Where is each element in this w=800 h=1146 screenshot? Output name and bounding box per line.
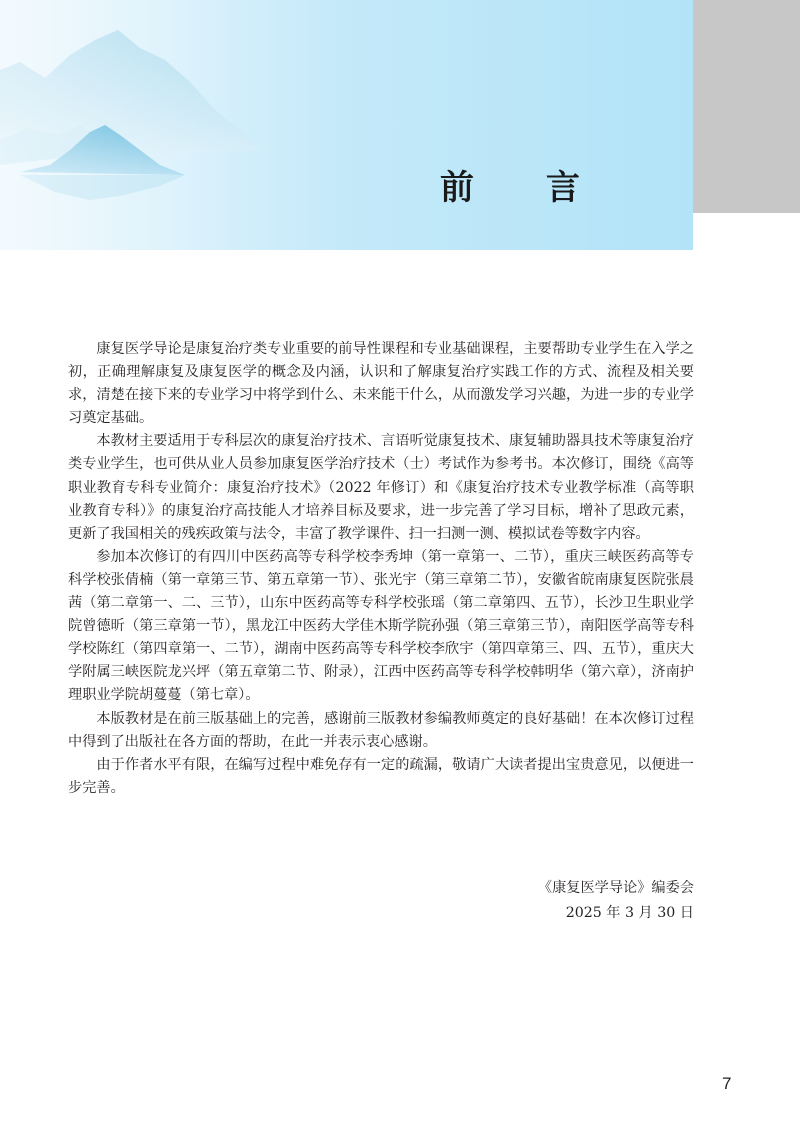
paragraph: 参加本次修订的有四川中医药高等专科学校李秀坤（第一章第一、二节），重庆三峡医药高等专科学校张倩楠（第一章第三节、第五章第一节）、张光宇（第三章第二节），安徽省皖南康复医院张晨茜（第二章第一、二、三节），山东中医药高等专科学校张瑶（第二章第四、五节），长沙卫生职业学院曾德昕（第三章第一节），黑龙江中医药大学佳木斯学院孙强（第三章第三节），南阳医学高等专科学校陈红（第四章第一、二节），湖南中医药高等专科学校李欣宇（第四章第三、四、五节），重庆大学附属三峡医院龙兴坪（第五章第二节、附录），江西中医药高等专科学校韩明华（第六章），济南护理职业学院胡蔓蔓（第七章）。 xyxy=(68,548,694,704)
header-band xyxy=(0,0,693,250)
landscape-illustration xyxy=(0,0,693,250)
paragraph: 本版教材是在前三版基础上的完善，感谢前三版教材参编教师奠定的良好基础！在本次修订过程中得到了出版社在各方面的帮助，在此一并表示衷心感谢。 xyxy=(68,710,694,750)
signature-date: 2025 年 3 月 30 日 xyxy=(565,905,694,921)
signature-block xyxy=(538,876,694,926)
paragraph: 本教材主要适用于专科层次的康复治疗技术、言语听觉康复技术、康复辅助器具技术等康复治疗类专业学生，也可供从业人员参加康复医学治疗技术（士）考试作为参考书。本次修订，围绕《高等职业教育专科专业简介：康复治疗技术》（2022 年修订）和《康复治疗技术专业教学标准（高等职业教育专科）》的康复治疗高技能人才培养目标及要求，进一步完善了学习目标，增补了思政元素，更新了我国相关的残疾政策与法令，丰富了教学课件、扫一扫测一测、模拟试卷等数字内容。 xyxy=(68,433,694,542)
page-number: 7 xyxy=(722,1074,732,1093)
preface-body xyxy=(68,338,694,800)
paragraph: 康复医学导论是康复治疗类专业重要的前导性课程和专业基础课程，主要帮助专业学生在入学之初，正确理解康复及康复医学的概念及内涵，认识和了解康复治疗实践工作的方式、流程及相关要求，清楚在接下来的专业学习中将学到什么、未来能干什么，从而激发学习兴趣，为进一步的专业学习奠定基础。 xyxy=(68,341,694,427)
gray-tab-decoration xyxy=(693,0,800,213)
page-title: 前 言 xyxy=(440,168,610,208)
committee-name: 《康复医学导论》编委会 xyxy=(537,880,694,896)
paragraph: 由于作者水平有限，在编写过程中难免存有一定的疏漏，敬请广大读者提出宝贵意见，以便进一步完善。 xyxy=(68,756,694,796)
